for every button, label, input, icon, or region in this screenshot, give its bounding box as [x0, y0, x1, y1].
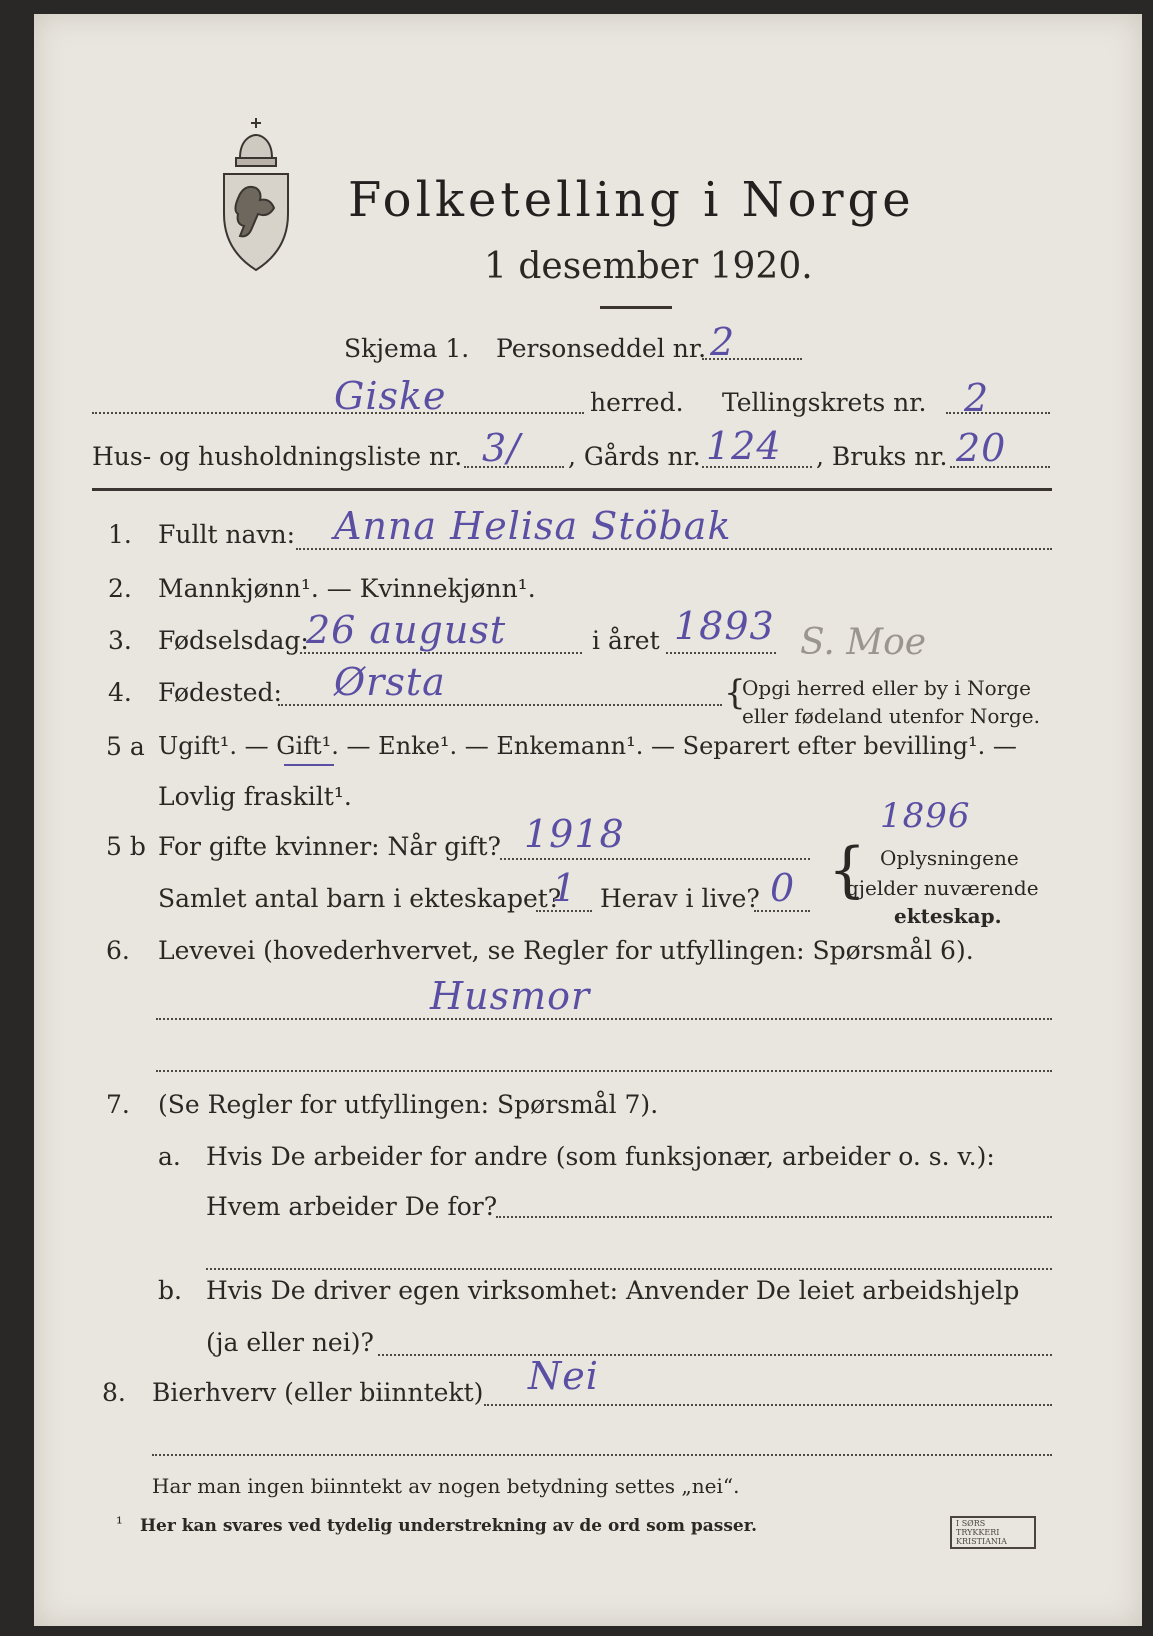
header-separator [92, 488, 1052, 491]
gift-underline [284, 764, 334, 766]
q5b-note-line2: gjelder nuværende [846, 876, 1039, 900]
side-income-value: Nei [528, 1354, 599, 1398]
q6-dotted-line-2 [156, 1070, 1052, 1072]
q5b-note-line1: Oplysningene [880, 846, 1019, 870]
full-name-value: Anna Helisa Stöbak [334, 504, 732, 548]
q8-dotted-line-1 [484, 1404, 1052, 1406]
q3-year-label: i året [592, 626, 660, 655]
q7-label: (Se Regler for utfyllingen: Spørsmål 7). [158, 1090, 659, 1119]
birth-year-value: 1893 [674, 604, 775, 648]
q1-dotted-line [296, 548, 1052, 550]
children-count-value: 1 [552, 866, 578, 910]
q5b-note-line3: ekteskap. [894, 904, 1002, 928]
q7a-dotted-line-1 [496, 1216, 1052, 1218]
q2-number: 2. [108, 574, 132, 603]
norway-coat-of-arms-icon [218, 114, 294, 274]
q5b-number: 5 b [106, 832, 146, 861]
title-divider [600, 306, 672, 309]
alive-count-value: 0 [770, 866, 796, 910]
q7a-letter: a. [158, 1142, 181, 1171]
birthday-value: 26 august [306, 608, 507, 652]
q5b-children-dotted-line [536, 910, 592, 912]
q7b-letter: b. [158, 1276, 182, 1305]
q7a-line1: Hvis De arbeider for andre (som funksjonær, arbeider o. s. v.): [206, 1142, 995, 1171]
herred-label: herred. [590, 388, 684, 417]
occupation-value: Husmor [430, 974, 591, 1018]
above-year-value: 1896 [880, 796, 971, 836]
q3-label: Fødselsdag: [158, 626, 309, 655]
census-form-page [34, 14, 1142, 1626]
personseddel-label: Personseddel nr. [496, 334, 707, 363]
q8-number: 8. [102, 1378, 126, 1407]
q3-day-dotted-line [300, 652, 582, 654]
census-date: 1 desember 1920. [484, 246, 813, 287]
q5b-alive-dotted-line [754, 910, 810, 912]
footnote-text: Her kan svares ved tydelig understrekning av de ord som passer. [140, 1516, 758, 1536]
tellingskrets-dotted-line [946, 412, 1050, 414]
q8-dotted-line-2 [152, 1454, 1052, 1456]
q2-label: Mannkjønn¹. — Kvinnekjønn¹. [158, 574, 536, 603]
form-title: Folketelling i Norge [348, 172, 915, 228]
footnote-mark: ¹ [116, 1514, 123, 1534]
hus-value: 3/ [482, 426, 521, 470]
bruks-label: , Bruks nr. [816, 442, 948, 471]
q1-number: 1. [108, 520, 132, 549]
married-year-value: 1918 [524, 812, 625, 856]
q1-label: Fullt navn: [158, 520, 296, 549]
tellingskrets-value: 2 [964, 376, 990, 420]
q4-note-line2: eller fødeland utenfor Norge. [742, 704, 1040, 728]
q7-number: 7. [106, 1090, 130, 1119]
q4-note-line1: Opgi herred eller by i Norge [742, 676, 1031, 700]
schema-label: Skjema 1. [344, 334, 470, 363]
q4-number: 4. [108, 678, 132, 707]
footer-note: Har man ingen biinntekt av nogen betydning settes „nei“. [152, 1474, 740, 1498]
q5b-label2: Samlet antal barn i ekteskapet? [158, 884, 562, 913]
bruks-value: 20 [956, 426, 1007, 470]
q5b-brace: { [828, 835, 867, 905]
q4-label: Fødested: [158, 678, 282, 707]
gards-value: 124 [706, 424, 782, 468]
birthplace-value: Ørsta [334, 660, 446, 704]
printer-stamp: I SØRS TRYKKERI KRISTIANIA [950, 1516, 1036, 1549]
hus-label: Hus- og husholdningsliste nr. [92, 442, 463, 471]
q7b-line2: (ja eller nei)? [206, 1328, 374, 1357]
q4-brace: { [724, 673, 746, 713]
gards-label: , Gårds nr. [568, 442, 701, 471]
q6-number: 6. [106, 936, 130, 965]
q5a-line1: Ugift¹. — Gift¹. — Enke¹. — Enkemann¹. — Separert efter bevilling¹. — [158, 732, 1017, 760]
q5a-line2: Lovlig fraskilt¹. [158, 782, 352, 811]
q8-label: Bierhverv (eller biinntekt) [152, 1378, 484, 1407]
personseddel-value: 2 [710, 320, 736, 364]
q6-dotted-line-1 [156, 1018, 1052, 1020]
herred-value: Giske [334, 374, 447, 418]
q5b-married-dotted-line [500, 858, 810, 860]
q6-label: Levevei (hovederhvervet, se Regler for utfyllingen: Spørsmål 6). [158, 936, 974, 965]
q5b-label1: For gifte kvinner: Når gift? [158, 832, 501, 861]
q7a-line2: Hvem arbeider De for? [206, 1192, 498, 1221]
pencil-note: S. Moe [800, 622, 927, 663]
q7a-dotted-line-2 [206, 1268, 1052, 1270]
q3-number: 3. [108, 626, 132, 655]
q3-year-dotted-line [666, 652, 776, 654]
q5b-alive-label: Herav i live? [600, 884, 760, 913]
tellingskrets-label: Tellingskrets nr. [722, 388, 927, 417]
q5a-number: 5 a [106, 732, 145, 761]
q7b-line1: Hvis De driver egen virksomhet: Anvender De leiet arbeidshjelp [206, 1276, 1020, 1305]
q7b-dotted-line [378, 1354, 1052, 1356]
q4-dotted-line [278, 704, 722, 706]
